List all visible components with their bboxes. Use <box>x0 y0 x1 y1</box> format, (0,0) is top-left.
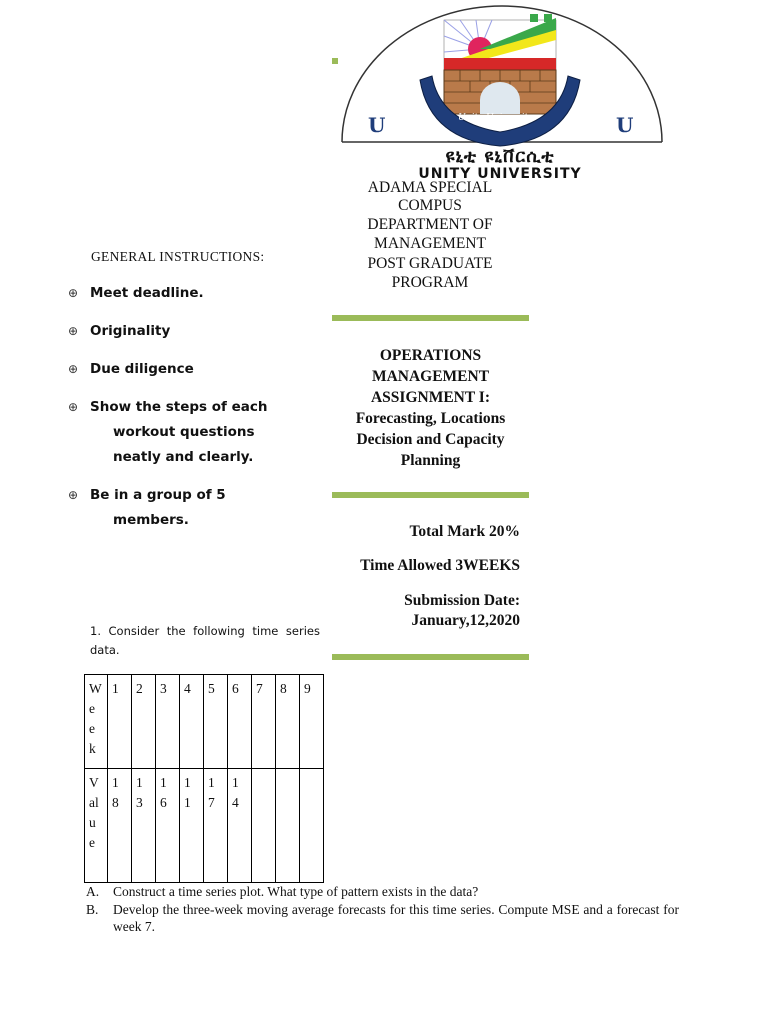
table-row-week <box>85 675 324 769</box>
assignment-title-2: MANAGEMENT <box>371 368 490 385</box>
table-cell: 16 <box>156 769 180 883</box>
divider-1 <box>332 315 529 321</box>
instruction-text: Show the steps of each <box>90 399 268 415</box>
table-row-value <box>85 769 324 883</box>
table-cell: 3 <box>156 675 180 769</box>
table-cell: 4 <box>180 675 204 769</box>
table-cell <box>300 769 324 883</box>
time-allowed: Time Allowed 3WEEKS <box>360 557 520 574</box>
crosshair-bullet-icon: ⊕ <box>68 362 79 376</box>
logo-left-letter: U <box>368 113 386 137</box>
instruction-text-cont: neatly and clearly. <box>113 449 254 465</box>
header-line-1: ADAMA SPECIAL <box>367 179 493 196</box>
university-name: UNITY UNIVERSITY <box>418 166 582 182</box>
crosshair-bullet-icon: ⊕ <box>68 286 79 300</box>
table-cell: 13 <box>132 769 156 883</box>
divider-2 <box>332 492 529 498</box>
assignment-title-3: ASSIGNMENT I: <box>370 389 490 406</box>
part-label: A. <box>86 884 100 899</box>
table-cell: 8 <box>276 675 300 769</box>
part-label: B. <box>86 902 99 917</box>
table-cell: 17 <box>204 769 228 883</box>
submission-label: Submission Date: <box>404 592 520 609</box>
logo-right-letter: U <box>616 113 634 137</box>
header-line-6: PROGRAM <box>391 274 469 291</box>
time-series-table <box>84 674 324 883</box>
assignment-title-4: Forecasting, Locations <box>355 410 506 427</box>
green-marker <box>332 58 338 64</box>
table-cell: 2 <box>132 675 156 769</box>
instruction-text-cont: workout questions <box>113 424 255 440</box>
assignment-title-1: OPERATIONS <box>379 347 482 364</box>
instruction-text: Due diligence <box>90 361 194 377</box>
divider-3 <box>332 654 529 660</box>
instruction-item <box>68 281 300 306</box>
table-cell: 9 <box>300 675 324 769</box>
table-header-week: Week <box>85 675 108 769</box>
assignment-title-6: Planning <box>400 452 461 469</box>
instruction-text: Originality <box>90 323 171 339</box>
university-name-amharic: ዩኒቲ ዩኒቨርሲቲ <box>445 146 555 167</box>
table-cell: 18 <box>108 769 132 883</box>
header-line-2: COMPUS <box>398 197 462 214</box>
crosshair-bullet-icon: ⊕ <box>68 324 79 338</box>
submission-date: January,12,2020 <box>411 612 520 629</box>
table-cell: 6 <box>228 675 252 769</box>
table-cell <box>252 769 276 883</box>
question-part-a <box>86 883 686 900</box>
table-cell: 14 <box>228 769 252 883</box>
assignment-title-5: Decision and Capacity <box>356 431 505 448</box>
crosshair-bullet-icon: ⊕ <box>68 488 79 502</box>
instruction-text: Meet deadline. <box>90 285 204 301</box>
logo-ring-text: Unity University <box>458 113 533 123</box>
instruction-item <box>68 483 300 533</box>
header-line-3: DEPARTMENT OF <box>367 216 493 233</box>
crosshair-bullet-icon: ⊕ <box>68 400 79 414</box>
question-part-b <box>86 901 686 935</box>
question-1-text: 1. Consider the following time series data. <box>90 624 320 657</box>
total-mark: Total Mark 20% <box>409 523 520 540</box>
table-cell: 5 <box>204 675 228 769</box>
instruction-item <box>68 357 300 382</box>
instruction-item <box>68 395 300 470</box>
instruction-item <box>68 319 300 344</box>
table-cell: 11 <box>180 769 204 883</box>
part-text: Develop the three-week moving average forecasts for this time series. Compute MSE and a forecast for week 7. <box>113 902 679 934</box>
instructions-heading: GENERAL INSTRUCTIONS: <box>91 249 265 264</box>
table-cell: 1 <box>108 675 132 769</box>
table-cell <box>276 769 300 883</box>
instruction-text: Be in a group of 5 <box>90 487 226 503</box>
part-text: Construct a time series plot. What type of pattern exists in the data? <box>113 884 479 899</box>
header-line-5: POST GRADUATE <box>367 255 493 272</box>
table-cell: 7 <box>252 675 276 769</box>
header-line-4: MANAGEMENT <box>374 235 486 252</box>
instruction-text-cont: members. <box>113 512 189 528</box>
table-header-value: Value <box>85 769 108 883</box>
